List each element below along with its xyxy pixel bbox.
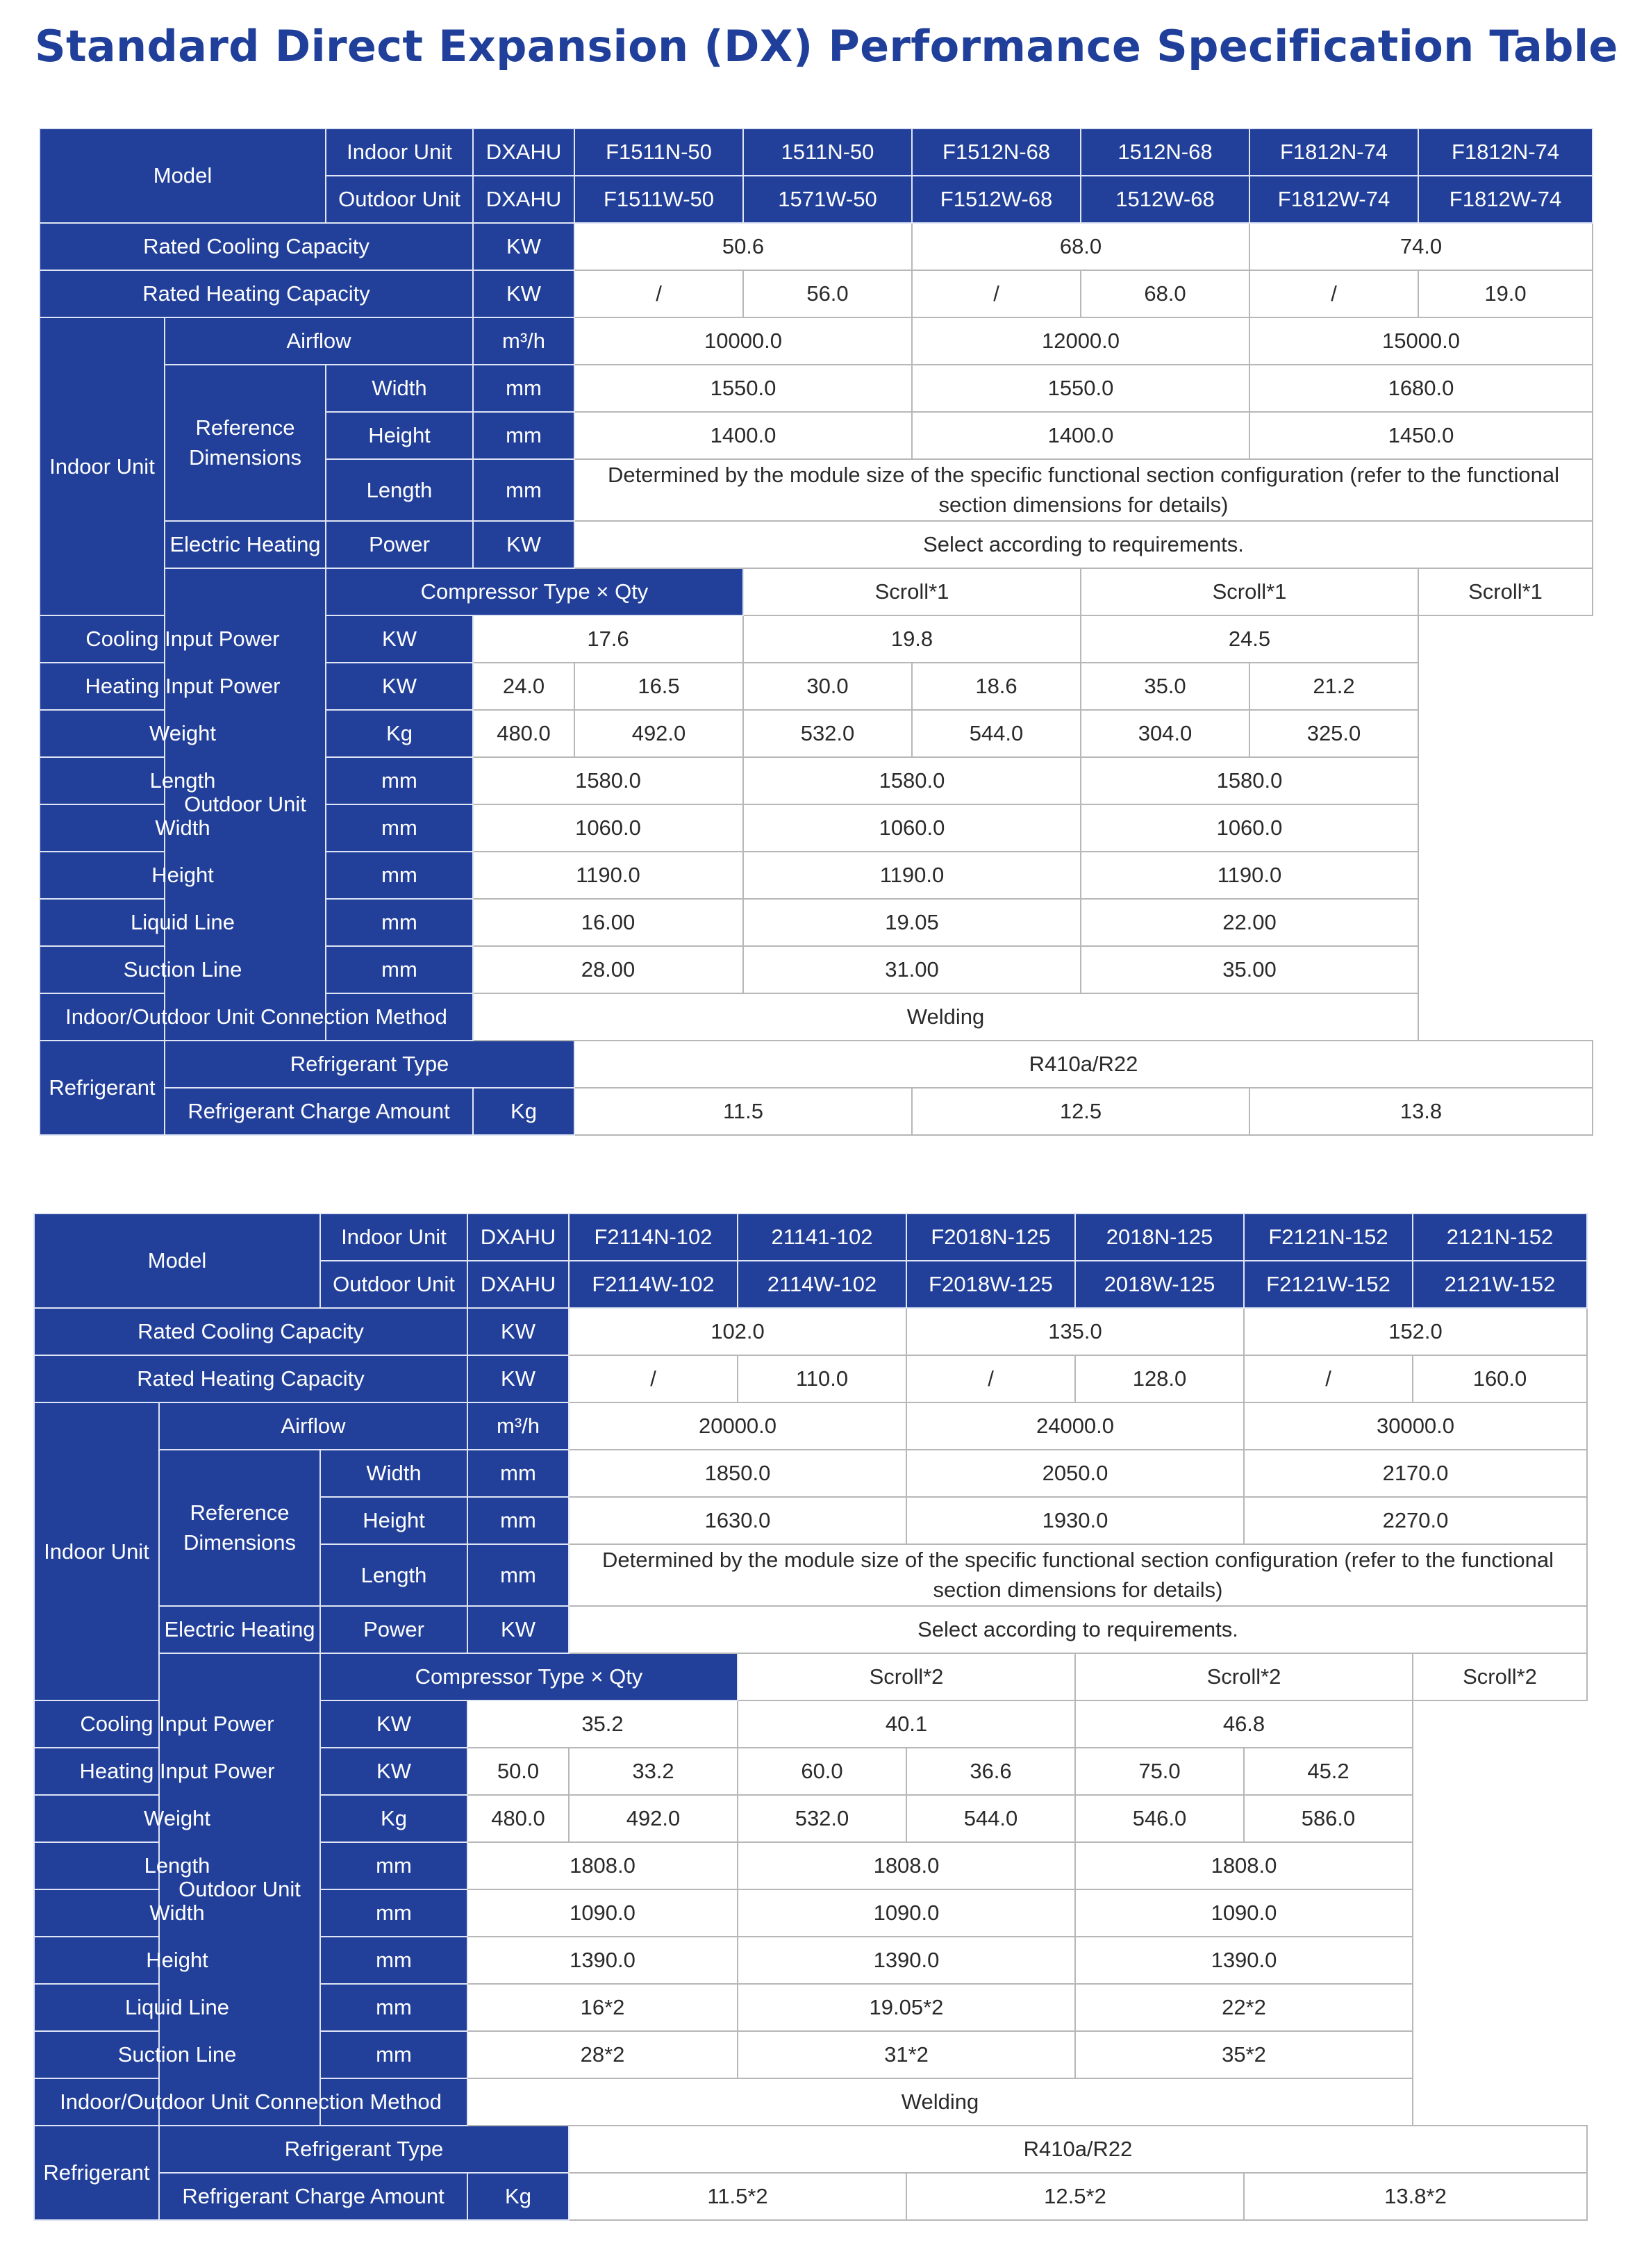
rated-heating-cell: / [569,1355,738,1402]
table-row [40,223,1593,270]
rated-heating-cell: 19.0 [1418,270,1593,317]
outdoor-length-cell: 1808.0 [467,1842,738,1889]
heating-input-cell: 30.0 [743,663,912,710]
table-row [40,1041,1593,1088]
outdoor-width-label: Width [34,1889,320,1937]
indoor-width-cell: 2050.0 [906,1450,1244,1497]
refrigerant-group-label: Refrigerant [34,2126,159,2220]
unit-kw: KW [473,521,574,568]
length-label: Length [326,459,473,521]
table-row [34,2173,1587,2220]
unit-mm: mm [320,2031,467,2078]
length-note: Determined by the module size of the specific functional section configuration (refer to the functional section dimensions for details) [569,1544,1587,1606]
compressor-label: Compressor Type × Qty [320,1653,738,1700]
cooling-input-label: Cooling Input Power [34,1700,320,1748]
suction-line-label: Suction Line [34,2031,320,2078]
indoor-model-header: F1511N-50 [574,129,743,176]
liquid-line-label: Liquid Line [34,1984,320,2031]
cooling-input-cell: 46.8 [1075,1700,1413,1748]
unit-kw: KW [320,1748,467,1795]
refrigerant-charge-cell: 13.8*2 [1244,2173,1587,2220]
weight-label: Weight [40,710,326,757]
weight-cell: 304.0 [1081,710,1249,757]
outdoor-height-cell: 1390.0 [467,1937,738,1984]
unit-mm: mm [320,1889,467,1937]
indoor-height-cell: 2270.0 [1244,1497,1587,1544]
table-row [34,1214,1587,1261]
reference-dimensions-label: Reference Dimensions [165,365,326,521]
connection-method-value: Welding [467,2078,1413,2126]
outdoor-model-header: 2121W-152 [1413,1261,1587,1308]
table-row [34,1606,1587,1653]
outdoor-width-cell: 1060.0 [473,804,743,852]
compressor-label: Compressor Type × Qty [326,568,743,615]
refrigerant-charge-label: Refrigerant Charge Amount [165,1088,473,1135]
cooling-input-cell: 35.2 [467,1700,738,1748]
suction-line-cell: 35.00 [1081,946,1418,993]
outdoor-model-header: F1812W-74 [1249,176,1418,223]
unit-mm: mm [326,899,473,946]
airflow-cell: 10000.0 [574,317,912,365]
table-row [40,899,1593,946]
unit-mm: mm [473,412,574,459]
weight-cell: 544.0 [912,710,1081,757]
table-row [34,1450,1587,1497]
airflow-cell: 24000.0 [906,1402,1244,1450]
outdoor-height-label: Height [34,1937,320,1984]
indoor-width-cell: 2170.0 [1244,1450,1587,1497]
refrigerant-type-value: R410a/R22 [569,2126,1587,2173]
connection-method-label: Indoor/Outdoor Unit Connection Method [40,993,473,1041]
power-label: Power [326,521,473,568]
table-row [34,1308,1587,1355]
liquid-line-cell: 22*2 [1075,1984,1413,2031]
indoor-model-header: F1812N-74 [1249,129,1418,176]
unit-mm: mm [467,1450,569,1497]
suction-line-label: Suction Line [40,946,326,993]
reference-dimensions-label: Reference Dimensions [159,1450,320,1606]
weight-cell: 546.0 [1075,1795,1244,1842]
outdoor-length-label: Length [34,1842,320,1889]
rated-cooling-cell: 74.0 [1249,223,1593,270]
table-row [34,2078,1587,2126]
indoor-unit-label: Indoor Unit [326,129,473,176]
power-note: Select according to requirements. [574,521,1593,568]
spec-table-1 [39,128,1593,1136]
outdoor-height-cell: 1390.0 [1075,1937,1413,1984]
indoor-model-header: F2114N-102 [569,1214,738,1261]
table-row [40,568,1593,615]
table-row [34,1402,1587,1450]
indoor-unit-label: Indoor Unit [320,1214,467,1261]
heating-input-cell: 16.5 [574,663,743,710]
compressor-cell: Scroll*2 [738,1653,1075,1700]
unit-kw: KW [467,1606,569,1653]
outdoor-width-label: Width [40,804,326,852]
outdoor-model-header: F1511W-50 [574,176,743,223]
unit-mm: mm [473,459,574,521]
table-row [34,1355,1587,1402]
compressor-cell: Scroll*2 [1075,1653,1413,1700]
weight-cell: 492.0 [569,1795,738,1842]
outdoor-height-cell: 1190.0 [1081,852,1418,899]
suction-line-cell: 35*2 [1075,2031,1413,2078]
table-row [34,1984,1587,2031]
electric-heating-label: Electric Heating [159,1606,320,1653]
outdoor-width-cell: 1060.0 [743,804,1081,852]
outdoor-height-cell: 1190.0 [473,852,743,899]
indoor-width-cell: 1680.0 [1249,365,1593,412]
unit-mm: mm [320,1984,467,2031]
unit-kw: KW [320,1700,467,1748]
unit-kw: KW [467,1355,569,1402]
unit-mm: mm [467,1497,569,1544]
indoor-unit-group-label: Indoor Unit [40,317,165,615]
rated-heating-cell: / [912,270,1081,317]
table-row [40,317,1593,365]
unit-mm: mm [326,804,473,852]
weight-cell: 492.0 [574,710,743,757]
unit-kg: Kg [320,1795,467,1842]
indoor-height-cell: 1450.0 [1249,412,1593,459]
outdoor-model-header: 2114W-102 [738,1261,906,1308]
table-row [40,852,1593,899]
heating-input-cell: 24.0 [473,663,574,710]
heating-input-cell: 75.0 [1075,1748,1244,1795]
power-note: Select according to requirements. [569,1606,1587,1653]
unit-m3h: m³/h [473,317,574,365]
indoor-model-header: 1511N-50 [743,129,912,176]
rated-heating-cell: / [1244,1355,1413,1402]
rated-cooling-cell: 50.6 [574,223,912,270]
airflow-label: Airflow [165,317,473,365]
outdoor-model-header: F2114W-102 [569,1261,738,1308]
rated-heating-cell: / [1249,270,1418,317]
indoor-height-cell: 1930.0 [906,1497,1244,1544]
dxahu-label: DXAHU [473,129,574,176]
compressor-cell: Scroll*1 [1418,568,1593,615]
table-row [40,365,1593,412]
outdoor-model-header: 2018W-125 [1075,1261,1244,1308]
heating-input-label: Heating Input Power [34,1748,320,1795]
liquid-line-cell: 16*2 [467,1984,738,2031]
cooling-input-label: Cooling Input Power [40,615,326,663]
refrigerant-type-value: R410a/R22 [574,1041,1593,1088]
weight-cell: 544.0 [906,1795,1075,1842]
outdoor-length-cell: 1580.0 [473,757,743,804]
width-label: Width [326,365,473,412]
rated-heating-cell: / [906,1355,1075,1402]
airflow-cell: 20000.0 [569,1402,906,1450]
weight-cell: 480.0 [467,1795,569,1842]
rated-heating-cell: 160.0 [1413,1355,1587,1402]
table-row [40,710,1593,757]
heating-input-cell: 18.6 [912,663,1081,710]
height-label: Height [326,412,473,459]
connection-method-label: Indoor/Outdoor Unit Connection Method [34,2078,467,2126]
rated-heating-cell: 68.0 [1081,270,1249,317]
refrigerant-charge-cell: 13.8 [1249,1088,1593,1135]
outdoor-model-header: F1812W-74 [1418,176,1593,223]
unit-kg: Kg [473,1088,574,1135]
table-row [40,1088,1593,1135]
rated-cooling-cell: 152.0 [1244,1308,1587,1355]
rated-heating-label: Rated Heating Capacity [40,270,473,317]
indoor-model-header: F2018N-125 [906,1214,1075,1261]
refrigerant-group-label: Refrigerant [40,1041,165,1135]
outdoor-model-header: 1512W-68 [1081,176,1249,223]
heating-input-cell: 33.2 [569,1748,738,1795]
outdoor-length-cell: 1580.0 [1081,757,1418,804]
length-label: Length [320,1544,467,1606]
weight-cell: 480.0 [473,710,574,757]
unit-mm: mm [326,946,473,993]
outdoor-unit-label: Outdoor Unit [326,176,473,223]
dxahu-label: DXAHU [473,176,574,223]
indoor-height-cell: 1400.0 [574,412,912,459]
indoor-model-header: F2121N-152 [1244,1214,1413,1261]
indoor-height-cell: 1630.0 [569,1497,906,1544]
indoor-model-header: 21141-102 [738,1214,906,1261]
outdoor-height-label: Height [40,852,326,899]
unit-mm: mm [320,1937,467,1984]
outdoor-length-cell: 1808.0 [738,1842,1075,1889]
outdoor-width-cell: 1090.0 [467,1889,738,1937]
table-row [40,615,1593,663]
heating-input-cell: 60.0 [738,1748,906,1795]
table-row [34,2126,1587,2173]
unit-kw: KW [473,270,574,317]
cooling-input-cell: 19.8 [743,615,1081,663]
unit-mm: mm [467,1544,569,1606]
connection-method-value: Welding [473,993,1418,1041]
rated-heating-cell: 56.0 [743,270,912,317]
refrigerant-charge-cell: 12.5 [912,1088,1249,1135]
electric-heating-label: Electric Heating [165,521,326,568]
rated-heating-cell: 128.0 [1075,1355,1244,1402]
outdoor-width-cell: 1060.0 [1081,804,1418,852]
model-label: Model [34,1214,320,1308]
table-row [34,2031,1587,2078]
table-row [40,129,1593,176]
indoor-width-cell: 1550.0 [912,365,1249,412]
indoor-width-cell: 1850.0 [569,1450,906,1497]
liquid-line-cell: 19.05 [743,899,1081,946]
suction-line-cell: 31*2 [738,2031,1075,2078]
weight-cell: 532.0 [743,710,912,757]
suction-line-cell: 28*2 [467,2031,738,2078]
airflow-cell: 15000.0 [1249,317,1593,365]
unit-kw: KW [326,615,473,663]
refrigerant-charge-cell: 11.5 [574,1088,912,1135]
rated-cooling-cell: 135.0 [906,1308,1244,1355]
table-row [34,1937,1587,1984]
unit-mm: mm [326,852,473,899]
heating-input-cell: 45.2 [1244,1748,1413,1795]
indoor-unit-group-label: Indoor Unit [34,1402,159,1700]
heating-input-cell: 36.6 [906,1748,1075,1795]
spec-table-2 [33,1213,1588,2221]
airflow-cell: 12000.0 [912,317,1249,365]
weight-cell: 325.0 [1249,710,1418,757]
unit-mm: mm [326,757,473,804]
table-row [40,993,1593,1041]
dxahu-label: DXAHU [467,1261,569,1308]
cooling-input-cell: 17.6 [473,615,743,663]
indoor-width-cell: 1550.0 [574,365,912,412]
dxahu-label: DXAHU [467,1214,569,1261]
heating-input-cell: 21.2 [1249,663,1418,710]
refrigerant-type-label: Refrigerant Type [165,1041,574,1088]
indoor-model-header: F1812N-74 [1418,129,1593,176]
rated-cooling-cell: 68.0 [912,223,1249,270]
outdoor-height-cell: 1390.0 [738,1937,1075,1984]
outdoor-length-cell: 1580.0 [743,757,1081,804]
indoor-model-header: 2018N-125 [1075,1214,1244,1261]
table-row [34,1795,1587,1842]
page-title: Standard Direct Expansion (DX) Performance Specification Table [35,21,1618,72]
airflow-cell: 30000.0 [1244,1402,1587,1450]
cooling-input-cell: 40.1 [738,1700,1075,1748]
outdoor-model-header: F2018W-125 [906,1261,1075,1308]
outdoor-unit-group-label: Outdoor Unit [165,568,326,1041]
table-row [34,1700,1587,1748]
unit-kw: KW [326,663,473,710]
indoor-height-cell: 1400.0 [912,412,1249,459]
indoor-model-header: 2121N-152 [1413,1214,1587,1261]
table-row [40,663,1593,710]
heating-input-cell: 35.0 [1081,663,1249,710]
power-label: Power [320,1606,467,1653]
airflow-label: Airflow [159,1402,467,1450]
outdoor-length-cell: 1808.0 [1075,1842,1413,1889]
table-row [40,946,1593,993]
unit-m3h: m³/h [467,1402,569,1450]
table-row [40,270,1593,317]
outdoor-height-cell: 1190.0 [743,852,1081,899]
table-row [34,1653,1587,1700]
indoor-model-header: 1512N-68 [1081,129,1249,176]
outdoor-model-header: F1512W-68 [912,176,1081,223]
weight-label: Weight [34,1795,320,1842]
height-label: Height [320,1497,467,1544]
outdoor-unit-group-label: Outdoor Unit [159,1653,320,2126]
unit-mm: mm [320,1842,467,1889]
weight-cell: 586.0 [1244,1795,1413,1842]
compressor-cell: Scroll*1 [743,568,1081,615]
weight-cell: 532.0 [738,1795,906,1842]
liquid-line-label: Liquid Line [40,899,326,946]
compressor-cell: Scroll*1 [1081,568,1418,615]
outdoor-model-header: 1571W-50 [743,176,912,223]
refrigerant-charge-cell: 11.5*2 [569,2173,906,2220]
outdoor-width-cell: 1090.0 [1075,1889,1413,1937]
liquid-line-cell: 16.00 [473,899,743,946]
model-label: Model [40,129,326,223]
refrigerant-type-label: Refrigerant Type [159,2126,569,2173]
table-row [40,521,1593,568]
suction-line-cell: 31.00 [743,946,1081,993]
rated-cooling-cell: 102.0 [569,1308,906,1355]
outdoor-length-label: Length [40,757,326,804]
liquid-line-cell: 22.00 [1081,899,1418,946]
rated-heating-cell: 110.0 [738,1355,906,1402]
cooling-input-cell: 24.5 [1081,615,1418,663]
rated-heating-cell: / [574,270,743,317]
suction-line-cell: 28.00 [473,946,743,993]
length-note: Determined by the module size of the specific functional section configuration (refer to the functional section dimensions for details) [574,459,1593,521]
outdoor-model-header: F2121W-152 [1244,1261,1413,1308]
indoor-model-header: F1512N-68 [912,129,1081,176]
refrigerant-charge-cell: 12.5*2 [906,2173,1244,2220]
compressor-cell: Scroll*2 [1413,1653,1587,1700]
liquid-line-cell: 19.05*2 [738,1984,1075,2031]
unit-kw: KW [473,223,574,270]
unit-kg: Kg [467,2173,569,2220]
width-label: Width [320,1450,467,1497]
table-row [34,1748,1587,1795]
rated-heating-label: Rated Heating Capacity [34,1355,467,1402]
rated-cooling-label: Rated Cooling Capacity [40,223,473,270]
outdoor-width-cell: 1090.0 [738,1889,1075,1937]
refrigerant-charge-label: Refrigerant Charge Amount [159,2173,467,2220]
heating-input-label: Heating Input Power [40,663,326,710]
unit-kg: Kg [326,710,473,757]
unit-mm: mm [473,365,574,412]
outdoor-unit-label: Outdoor Unit [320,1261,467,1308]
unit-kw: KW [467,1308,569,1355]
heating-input-cell: 50.0 [467,1748,569,1795]
rated-cooling-label: Rated Cooling Capacity [34,1308,467,1355]
